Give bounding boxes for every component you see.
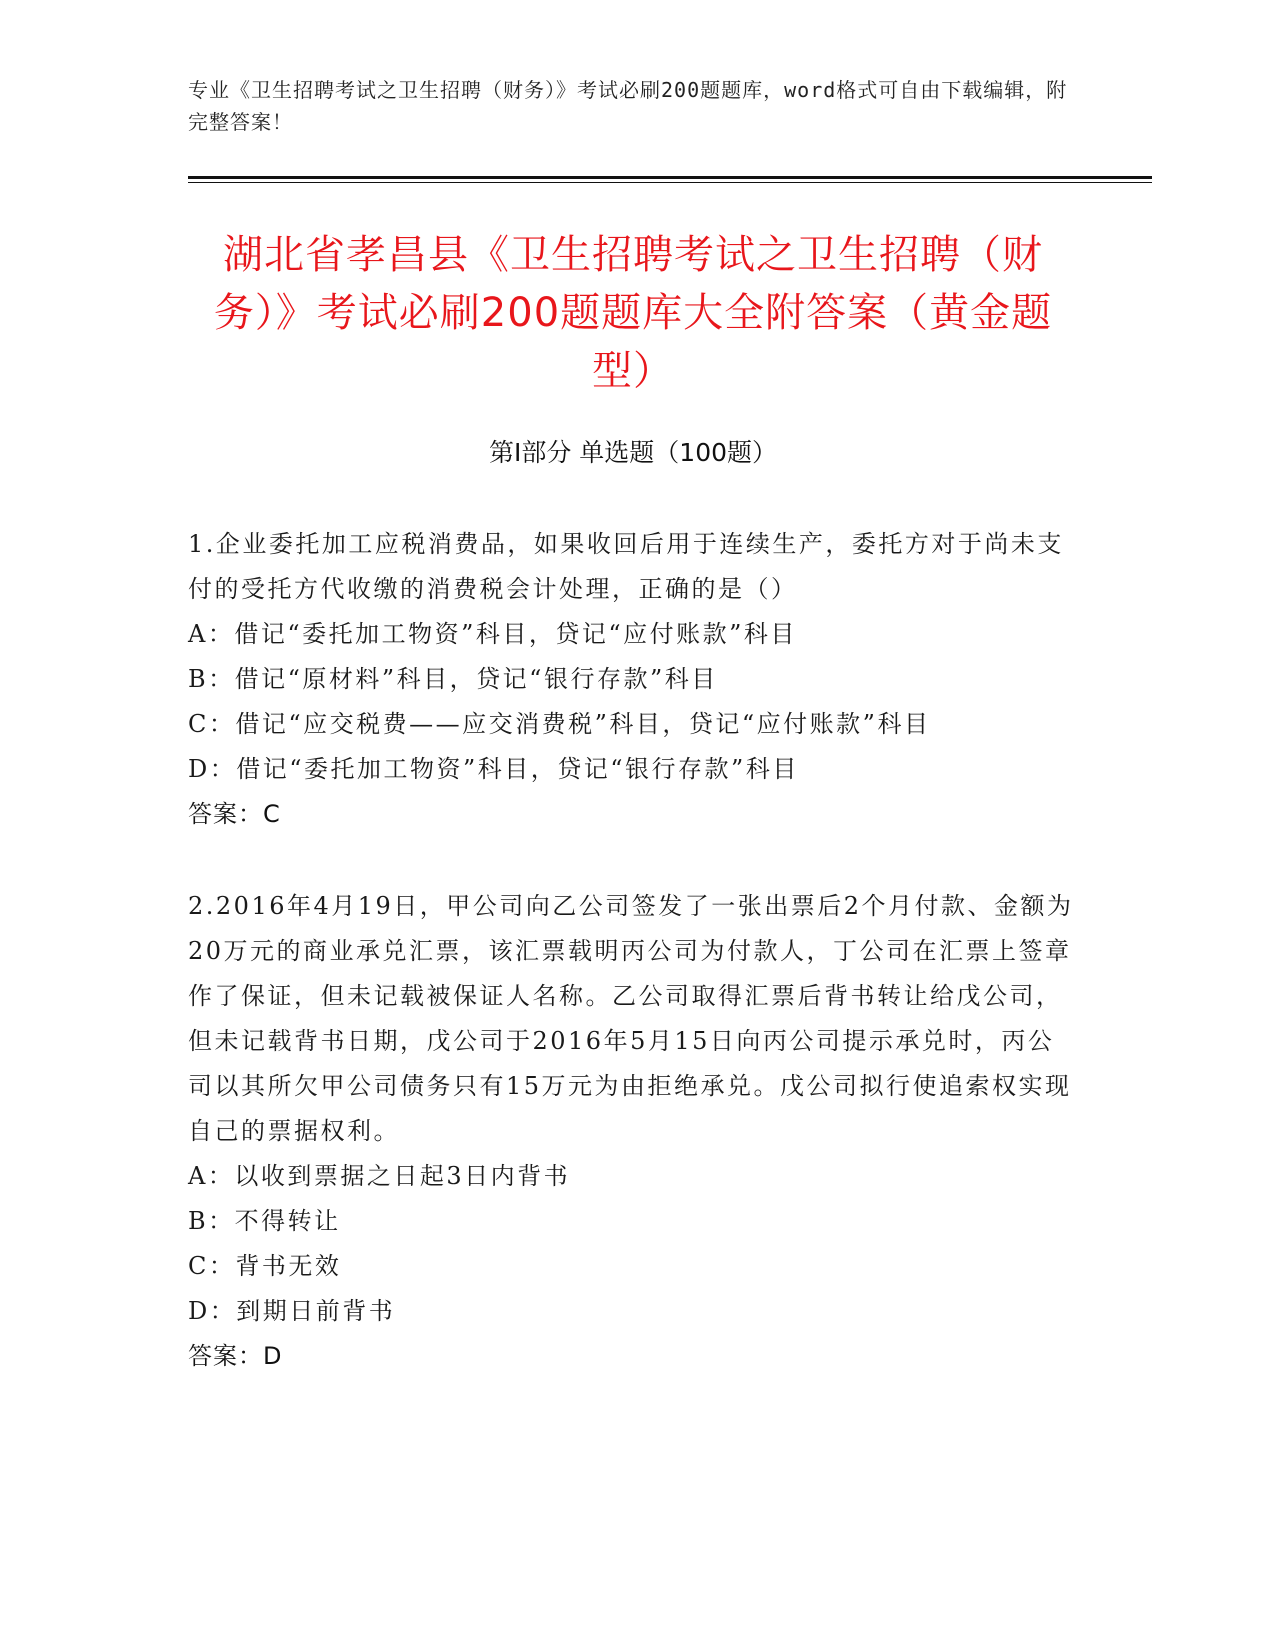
option-d: D：到期日前背书 xyxy=(188,1297,396,1325)
question-stem: 1.企业委托加工应税消费品，如果收回后用于连续生产，委托方对于尚未支付的受托方代收缴的消费税会计处理，正确的是（） xyxy=(188,530,1064,603)
header-note: 专业《卫生招聘考试之卫生招聘（财务）》考试必刷200题题库，word格式可自由下载编辑，附完整答案！ xyxy=(188,78,1068,134)
section-heading: 第Ⅰ部分 单选题（100题） xyxy=(488,438,778,467)
question-1 xyxy=(188,522,1078,837)
question-2 xyxy=(188,884,1078,1379)
document-title: 湖北省孝昌县《卫生招聘考试之卫生招聘（财务）》考试必刷200题题库大全附答案（黄金题型） xyxy=(213,232,1053,394)
option-d: D：借记“委托加工物资”科目，贷记“银行存款”科目 xyxy=(188,755,799,783)
option-c: C：借记“应交税费——应交消费税”科目，贷记“应付账款”科目 xyxy=(188,710,931,738)
answer-line: 答案：D xyxy=(188,1342,283,1370)
header-divider-thin xyxy=(188,182,1152,183)
option-b: B：借记“原材料”科目，贷记“银行存款”科目 xyxy=(188,665,718,693)
option-b: B：不得转让 xyxy=(188,1207,341,1235)
option-a: A：以收到票据之日起3日内背书 xyxy=(188,1162,571,1190)
header-divider-thick xyxy=(188,176,1152,179)
question-stem: 2.2016年4月19日，甲公司向乙公司签发了一张出票后2个月付款、金额为20万元的商业承兑汇票，该汇票载明丙公司为付款人，丁公司在汇票上签章作了保证，但未记载被保证人名称。乙公司取得汇票后背书转让给戊公司，但未记载背书日期，戊公司于2016年5月15日向丙公司提示承兑时，丙公司以其所欠甲公司债务只有15万元为由拒绝承兑。戊公司拟行使追索权实现自己的票据权利。 xyxy=(188,892,1074,1145)
option-a: A：借记“委托加工物资”科目，贷记“应付账款”科目 xyxy=(188,620,797,648)
option-c: C：背书无效 xyxy=(188,1252,342,1280)
answer-line: 答案：C xyxy=(188,800,281,828)
